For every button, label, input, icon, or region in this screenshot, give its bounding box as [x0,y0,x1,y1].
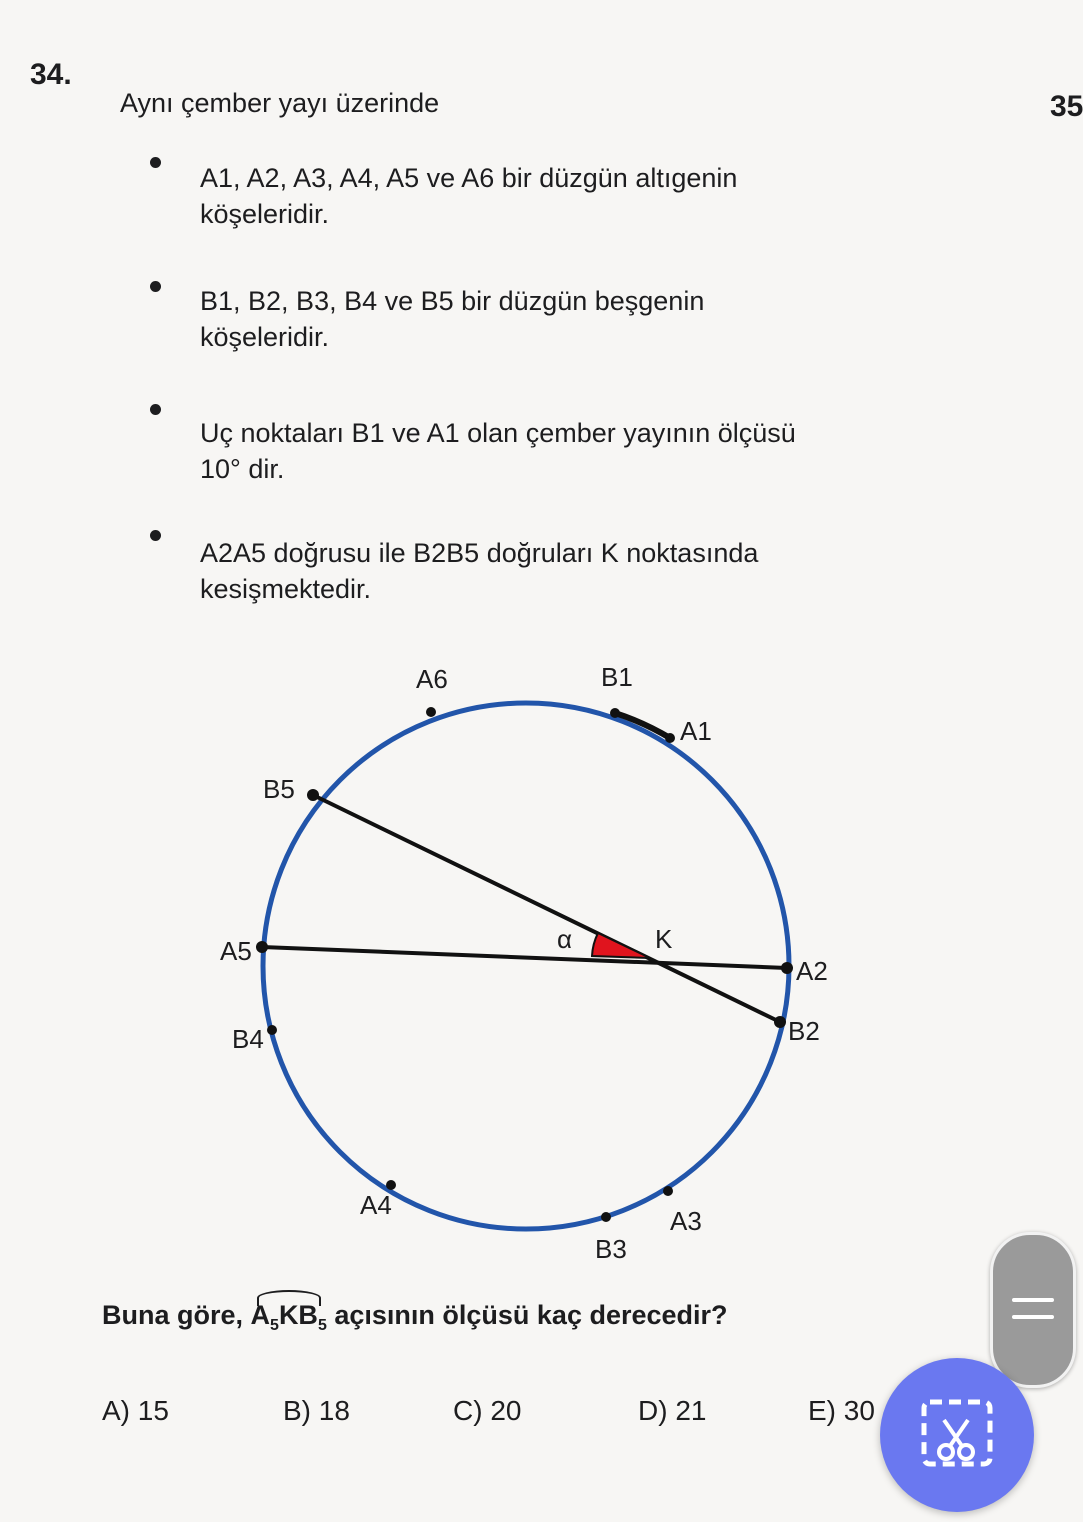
line-a5-a2 [262,947,787,968]
bullet-3 [200,415,960,487]
bullet-dot [150,157,161,168]
label-alpha: α [557,924,573,954]
final-question [102,1300,728,1335]
question-intro: Aynı çember yayı üzerinde [120,88,440,118]
bullet-3-line1: Uç noktaları B1 ve A1 olan çember yayının ölçüsü [200,418,796,448]
angle-b-sub: 5 [317,1317,327,1334]
final-question-prefix: Buna göre, [102,1300,244,1330]
point-b3 [601,1212,611,1222]
bullet-2-line2: köşeleridir. [200,322,330,352]
bullet-2-line1: B1, B2, B3, B4 ve B5 bir düzgün beşgenin [200,286,705,316]
label-a6: A6 [416,664,448,694]
drag-handle-icon [1012,1315,1054,1319]
point-b1 [610,708,620,718]
angle-kb: KB [278,1300,318,1330]
bullet-1-line1: A1, A2, A3, A4, A5 ve A6 bir düzgün altıgenin [200,163,738,193]
point-b4 [267,1025,277,1035]
line-b5-b2 [313,795,780,1022]
point-a6 [426,707,436,717]
floating-handle-button[interactable] [990,1232,1076,1388]
point-a3 [663,1186,673,1196]
screenshot-fab[interactable] [880,1358,1034,1512]
choice-d[interactable]: D) 21 [638,1395,707,1426]
drag-handle-icon [1012,1298,1054,1302]
label-b2: B2 [788,1016,820,1046]
point-a1 [665,733,675,743]
bullet-4-line2: kesişmektedir. [200,574,372,604]
bullet-1-line2: köşeleridir. [200,199,330,229]
choice-c[interactable]: C) 20 [453,1395,522,1426]
label-a4: A4 [360,1190,392,1220]
bullet-dot [150,530,161,541]
bullet-1 [200,160,960,232]
bullet-dot [150,404,161,415]
label-b3: B3 [595,1234,627,1264]
angle-a-sub: 5 [270,1317,279,1334]
label-a2: A2 [796,956,828,986]
choice-b[interactable]: B) 18 [283,1395,350,1426]
final-question-suffix: açısının ölçüsü kaç derecedir? [334,1300,728,1330]
bullet-4-line1: A2A5 doğrusu ile B2B5 doğruları K noktasında [200,538,759,568]
screenshot-scissors-icon [920,1398,994,1472]
circle-diagram [0,640,1080,1280]
point-a5 [256,941,268,953]
label-b4: B4 [232,1024,264,1054]
bullet-3-line2: 10° dir. [200,454,285,484]
choice-e[interactable]: E) 30 [808,1395,875,1426]
point-b2 [774,1016,786,1028]
label-a1: A1 [680,716,712,746]
label-a5: A5 [220,936,252,966]
label-b5: B5 [263,774,295,804]
label-a3: A3 [670,1206,702,1236]
point-b5 [307,789,319,801]
question-number: 34. [30,58,72,91]
next-question-number: 35 [1050,90,1083,123]
bullet-2 [200,283,960,355]
choice-a[interactable]: A) 15 [102,1395,169,1426]
label-k: K [655,924,673,954]
angle-a: A [250,1300,271,1330]
bullet-4 [200,535,960,607]
label-b1: B1 [601,662,633,692]
angle-alpha-sector [592,933,650,958]
angle-notation [251,1300,327,1335]
bullet-dot [150,281,161,292]
point-a2 [781,962,793,974]
point-a4 [386,1180,396,1190]
arc-b1-a1 [615,713,670,738]
